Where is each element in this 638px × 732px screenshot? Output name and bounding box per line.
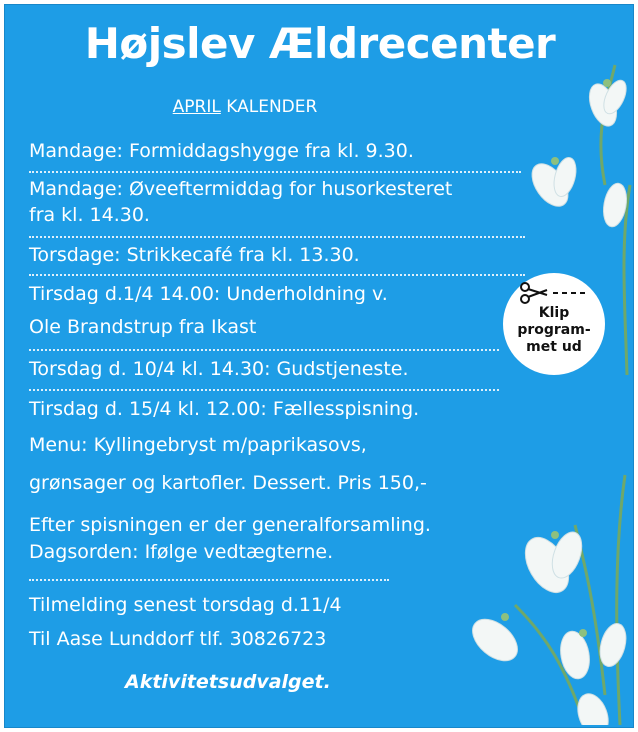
cut-out-badge [503, 273, 605, 375]
advertisement [4, 4, 634, 728]
text-line: Mandage: Formiddagshygge fra kl. 9.30. [29, 140, 414, 162]
badge-text [503, 305, 605, 356]
text-line: Tirsdag d.1/4 14.00: Underholdning v. [29, 283, 388, 305]
dotted-divider [29, 171, 521, 173]
subtitle-month: APRIL [172, 97, 221, 117]
text-line: Tirsdag d. 15/4 kl. 12.00: Fællesspisning. [29, 398, 420, 420]
text-line: fra kl. 14.30. [29, 204, 150, 226]
dotted-divider [29, 236, 525, 238]
text-line: Efter spisningen er der generalforsamling. [29, 514, 431, 536]
dotted-divider [29, 389, 499, 391]
snowdrop-flowers-icon [455, 45, 634, 725]
text-line: Torsdag d. 10/4 kl. 14.30: Gudstjeneste. [29, 358, 409, 380]
page-title: Højslev Ældrecenter [84, 19, 556, 68]
text-line: Til Aase Lunddorf tlf. 30826723 [29, 628, 327, 650]
badge-line: Klip [538, 305, 570, 321]
text-line: Tilmelding senest torsdag d.11/4 [29, 594, 342, 616]
dotted-divider [29, 349, 499, 351]
text-line: Dagsorden: Ifølge vedtægterne. [29, 541, 334, 563]
subtitle-rest: KALENDER [220, 97, 318, 117]
text-line: Mandage: Øveeftermiddag for husorkesteret [29, 178, 453, 200]
scissors-icon [517, 281, 591, 305]
text-line: Torsdage: Strikkecafé fra kl. 13.30. [29, 244, 360, 266]
signature: Aktivitetsudvalget. [125, 671, 331, 693]
text-line: Ole Brandstrup fra Ikast [29, 316, 257, 338]
text-line: grønsager og kartofler. Dessert. Pris 150,- [29, 472, 427, 494]
badge-line: program- [517, 322, 591, 338]
dotted-divider [29, 579, 389, 581]
badge-line: met ud [526, 339, 582, 355]
calendar-subtitle [5, 97, 485, 117]
text-line: Menu: Kyllingebryst m/paprikasovs, [29, 434, 367, 456]
dotted-divider [29, 274, 525, 276]
